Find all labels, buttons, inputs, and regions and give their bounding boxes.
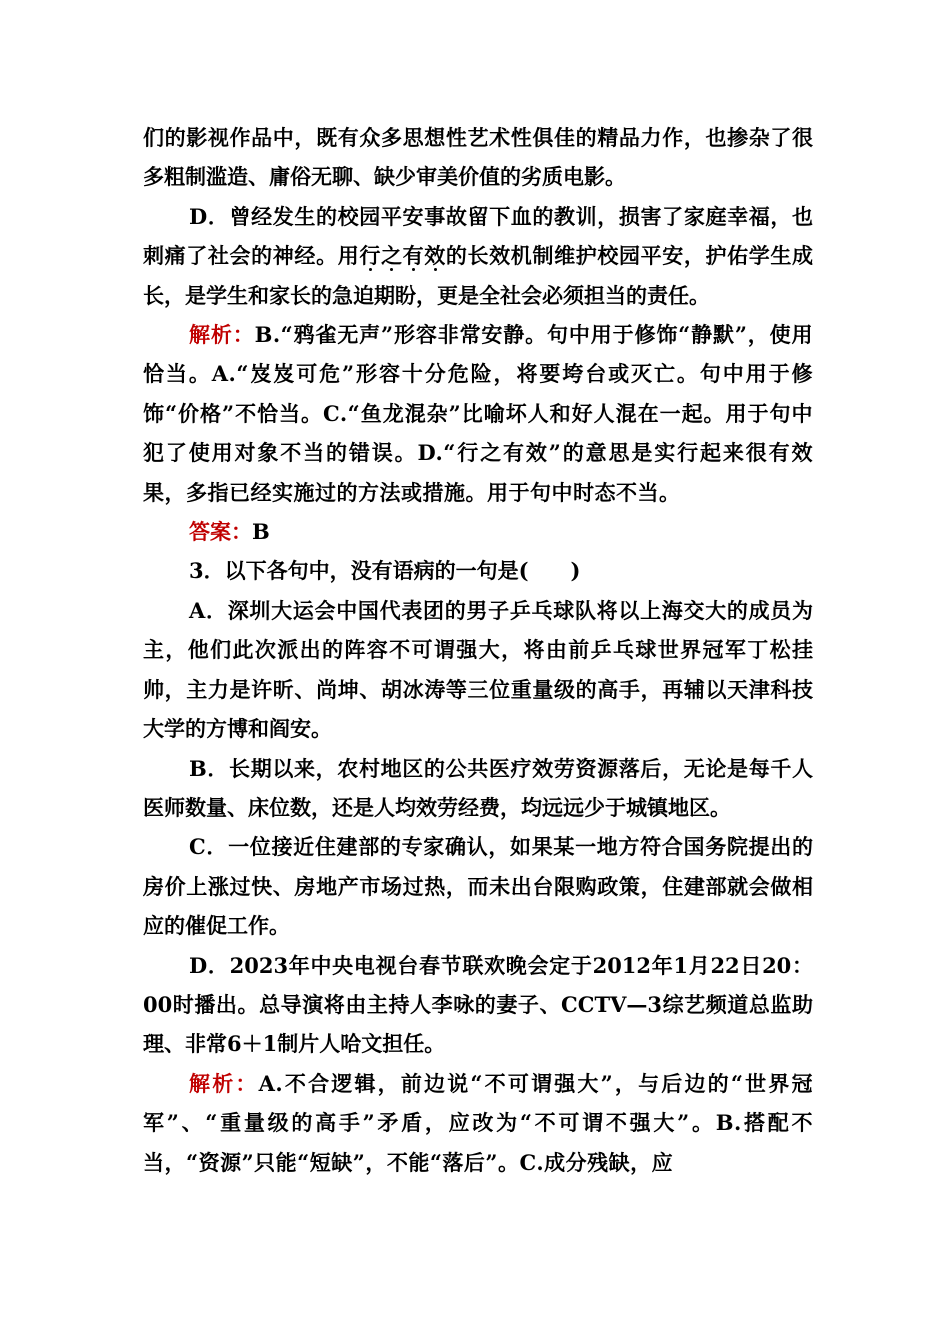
q3-option-c: C．一位接近住建部的专家确认，如果某一地方符合国务院提出的房价上涨过快、房地产市场过热，而未出台限购政策，住建部就会做相应的催促工作。	[143, 834, 813, 939]
q2-option-d-text-end: 的长效机制维护校园平安，护佑学生成长，是学生和家长的急迫期盼，更是全社会必须担当的责任。	[143, 243, 814, 308]
q3-analysis	[143, 1064, 813, 1182]
q2-answer-value: B	[252, 519, 270, 545]
emphasis-char: 行	[359, 243, 381, 269]
q2-analysis	[143, 315, 813, 512]
q2-answer	[143, 512, 813, 551]
analysis-label: 解析：	[189, 1070, 259, 1096]
emphasis-char: 之	[380, 243, 403, 269]
emphasis-char: 效	[424, 243, 446, 269]
q3-analysis-text: A.不合逻辑，前边说“不可谓强大”，与后边的“世界冠军”、“重量级的高手”矛盾，应改为“不可谓不强大”。B.搭配不当，“资源”只能“短缺”，不能“落后”。C.成分残缺，应	[143, 1070, 814, 1175]
analysis-label: 解析：	[189, 322, 255, 348]
emphasis-char: 有	[402, 243, 425, 269]
answer-label: 答案：	[189, 519, 252, 545]
q3-option-d: D．2023年中央电视台春节联欢晚会定于2012年1月22日20：00时播出。总导演将由主持人李咏的妻子、CCTV—3综艺频道总监助理、非常6＋1制片人哈文担任。	[143, 952, 813, 1057]
q3-option-b: B．长期以来，农村地区的公共医疗效劳资源落后，无论是每千人医师数量、床位数，还是人均效劳经费，均远远少于城镇地区。	[143, 755, 813, 820]
q2-option-d	[143, 197, 813, 315]
q3-option-a: A．深圳大运会中国代表团的男子乒乓球队将以上海交大的成员为主，他们此次派出的阵容不可谓强大，将由前乒乓球世界冠军丁松挂帅，主力是许昕、尚坤、胡冰涛等三位重量级的高手，再辅以天津科技大学的方博和阎安。	[143, 597, 813, 742]
q2-option-d-text-start: D．曾经发生的校园平安事故留下血的教训，损害了家庭幸福，也刺痛了社会的神经。用	[143, 203, 813, 269]
document-body	[143, 118, 813, 1182]
q2-option-c-continuation: 们的影视作品中，既有众多思想性艺术性俱佳的精品力作，也掺杂了很多粗制滥造、庸俗无聊、缺少审美价值的劣质电影。	[143, 125, 813, 190]
q2-analysis-text: B.“鸦雀无声”形容非常安静。句中用于修饰“静默”，使用恰当。A.“岌岌可危”形容十分危险，将要垮台或灭亡。句中用于修饰“价格”不恰当。C.“鱼龙混杂”比喻坏人和好人混在一起。用于句中犯了使用对象不当的错误。D.“行之有效”的意思是实行起来很有效果，多指已经实施过的方法或措施。用于句中时态不当。	[143, 322, 814, 505]
q3-stem: 3．以下各句中，没有语病的一句是( )	[189, 558, 581, 584]
